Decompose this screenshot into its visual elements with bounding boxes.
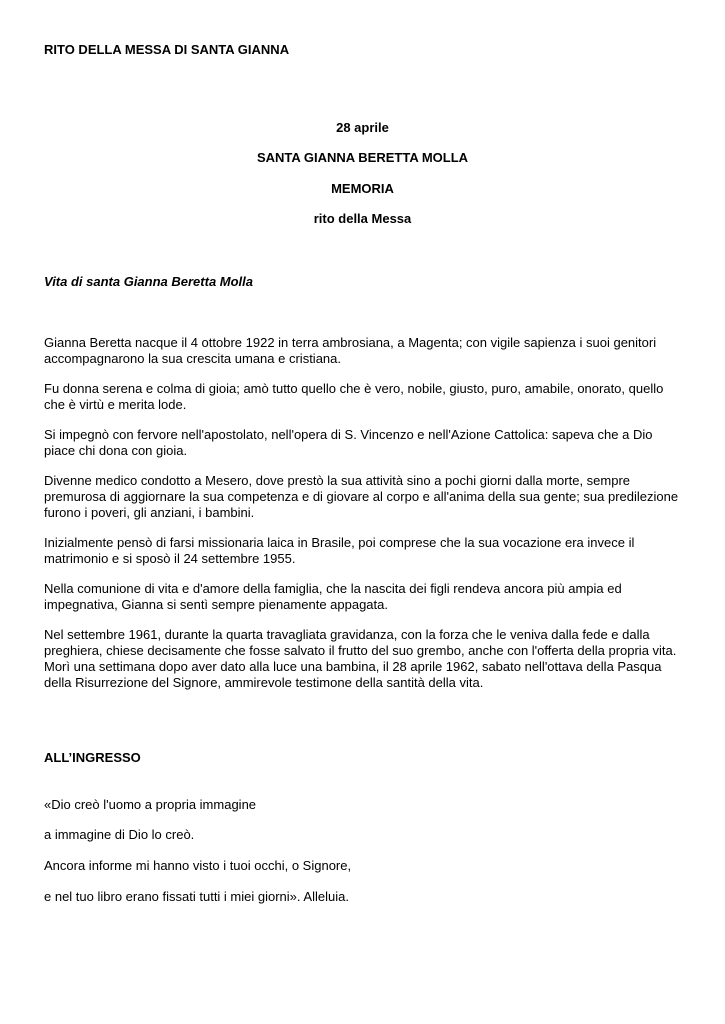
life-heading: Vita di santa Gianna Beretta Molla <box>44 274 254 289</box>
life-paragraph: Si impegnò con fervore nell'apostolato, nell'opera di S. Vincenzo e nell'Azione Cattolica: sapeva che a Dio piace chi dona con gioia. <box>44 427 653 458</box>
document-title: RITO DELLA MESSA DI SANTA GIANNA <box>44 42 290 57</box>
feast-date: 28 aprile <box>336 120 389 135</box>
rite-label: rito della Messa <box>313 211 412 226</box>
life-paragraph: Gianna Beretta nacque il 4 ottobre 1922 in terra ambrosiana, a Magenta; con vigile sapienza i suoi genitori accompagnarono la sua crescita umana e cristiana. <box>44 335 657 366</box>
life-paragraph: Nel settembre 1961, durante la quarta travagliata gravidanza, con la forza che le veniva dalla fede e dalla preghiera, chiese decisamente che fosse salvato il frutto del suo grembo, anche con l'offerta della propria vita. Morì una settimana dopo aver dato alla luce una bambina, il 28 aprile 1962, sabato nell'ottava della Pasqua della Risurrezione del Signore, ammirevole testimone della santità della vita. <box>44 627 677 690</box>
entrance-antiphon-line: Ancora informe mi hanno visto i tuoi occhi, o Signore, <box>44 858 352 873</box>
entrance-antiphon-line: «Dio creò l'uomo a propria immagine <box>44 797 257 812</box>
life-paragraph: Inizialmente pensò di farsi missionaria laica in Brasile, poi comprese che la sua vocazione era invece il matrimonio e si sposò il 24 settembre 1955. <box>44 535 635 566</box>
liturgical-rank: MEMORIA <box>331 181 394 196</box>
entrance-antiphon-line: a immagine di Dio lo creò. <box>44 827 195 842</box>
entrance-heading: ALL’INGRESSO <box>44 750 141 765</box>
saint-name: SANTA GIANNA BERETTA MOLLA <box>256 150 469 165</box>
life-paragraph: Divenne medico condotto a Mesero, dove prestò la sua attività sino a pochi giorni dalla morte, sempre premurosa di aggiornare la sua competenza e di giovare al corpo e all'anima della sua gente; sua predilezione furono i poveri, gli anziani, i bambini. <box>44 473 679 520</box>
life-paragraph: Fu donna serena e colma di gioia; amò tutto quello che è vero, nobile, giusto, puro, amabile, onorato, quello che è virtù e merita lode. <box>44 381 664 412</box>
entrance-antiphon-line: e nel tuo libro erano fissati tutti i miei giorni». Alleluia. <box>44 889 349 904</box>
life-paragraph: Nella comunione di vita e d'amore della famiglia, che la nascita dei figli rendeva ancora più ampia ed impegnativa, Gianna si sentì sempre pienamente appagata. <box>44 581 622 612</box>
